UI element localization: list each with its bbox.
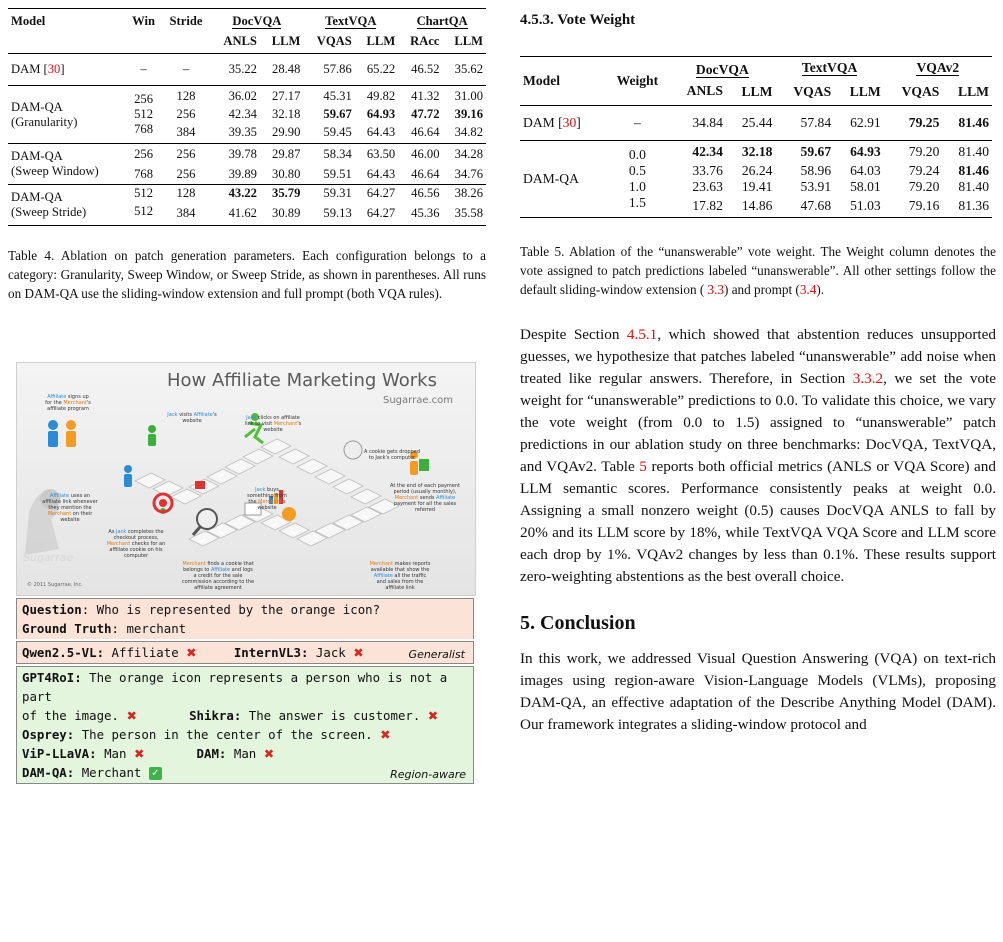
t5-caption-ref-2[interactable]: 3.4 — [799, 282, 817, 297]
t4-g3-r1-v1: 30.89 — [272, 206, 301, 221]
t5-head-vqas: VQAS — [793, 83, 832, 99]
t4-head-llm: LLM — [271, 33, 301, 48]
note-1d: 's affiliate program — [47, 400, 91, 412]
t5-r1-v4: 79.24 — [908, 163, 940, 178]
damqa-answer: Merchant — [81, 765, 142, 780]
wrong-x-icon: ✖ — [353, 645, 364, 660]
gt-text: merchant — [126, 621, 187, 636]
t5-r2-v1: 19.41 — [741, 179, 773, 194]
t5-row-dam — [520, 106, 992, 141]
wrong-x-icon: ✖ — [186, 645, 197, 660]
gt-label: Ground Truth — [22, 621, 112, 636]
generalist-box — [16, 641, 474, 664]
t4-row-g2-r0 — [8, 144, 486, 165]
question-line: Question: Who is represented by the orange icon? — [22, 602, 381, 617]
para-ref-2[interactable]: 3.3.2 — [852, 370, 884, 387]
t5-head-weight: Weight — [616, 73, 659, 88]
t4-dam-ref[interactable]: 30 — [47, 62, 61, 76]
t4-dam-v3: 65.22 — [366, 62, 396, 76]
note-3b: clicks on affiliate link to visit — [244, 415, 300, 427]
t5-r0-v0: 42.34 — [692, 144, 723, 159]
t5-head-vqas2: VQAS — [901, 83, 940, 99]
note-8c: completes the checkout process, — [113, 529, 164, 541]
note-6a: Jack — [255, 487, 266, 493]
t4-row-g3-r0 — [8, 185, 486, 203]
para-ref-1[interactable]: 4.5.1 — [626, 326, 658, 343]
note-9 — [181, 561, 255, 591]
note-3 — [241, 415, 305, 433]
damqa-model: DAM-QA: — [22, 765, 75, 780]
t4-dam-win: – — [140, 62, 147, 76]
gen-model-0: Qwen2.5-VL: — [22, 645, 105, 660]
t4-head-textvqa — [303, 9, 398, 30]
note-5a: Affiliate — [49, 493, 70, 499]
gpt4roi-line — [22, 668, 468, 706]
t4-g1-r1-v3: 64.93 — [366, 107, 396, 121]
gen-answer-1: Jack — [315, 645, 346, 660]
note-10c: Affiliate — [373, 573, 393, 579]
t4-g1-tag: (Granularity) — [11, 114, 78, 129]
t4-g3-r1-v2: 59.13 — [323, 206, 352, 221]
t4-g1-r1-win: 512 — [134, 107, 153, 121]
t5-row-0 — [520, 141, 992, 164]
t4-g1-r0-v2: 45.31 — [323, 89, 352, 103]
t4-g3-r0-v0: 43.22 — [228, 186, 257, 201]
t5-dam-v0: 34.84 — [692, 115, 723, 130]
t5-r1-v3: 64.03 — [850, 163, 881, 178]
note-7a: At the end of each payment period (usually monthly), — [389, 483, 460, 495]
note-1 — [43, 394, 93, 412]
t4-g2-name: DAM-QA — [11, 149, 63, 163]
t4-g3-r1-v5: 35.58 — [454, 206, 483, 221]
para-ref-3[interactable]: 5 — [639, 458, 647, 475]
t5-dam-v4: 79.25 — [908, 115, 940, 130]
note-2c: Affiliate — [193, 412, 213, 418]
t5-r1-v0: 33.76 — [692, 163, 723, 178]
t5-r2-v0: 23.63 — [692, 179, 723, 194]
wrong-x-icon: ✖ — [126, 708, 137, 723]
note-9a: Merchant — [182, 561, 206, 567]
infographic-title: How Affiliate Marketing Works — [167, 370, 437, 391]
note-2b: visits — [177, 412, 192, 418]
t5-head-vqav2-text: VQAv2 — [916, 59, 960, 75]
t5-r3-v4: 79.16 — [908, 198, 940, 213]
t5-r1-v2: 58.96 — [800, 163, 832, 178]
note-7e: payment for all the sales referred — [393, 501, 457, 513]
t4-head-chartqa-text: ChartQA — [416, 14, 468, 28]
infographic-site: Sugarrae.com — [383, 395, 454, 406]
t5-head-llm3: LLM — [958, 83, 989, 99]
t4-dam-v4: 46.52 — [411, 62, 440, 76]
t5-r1-weight: 0.5 — [628, 163, 646, 178]
t4-g1-r2-v0: 39.35 — [228, 125, 257, 139]
t5-r0-v3: 64.93 — [850, 144, 881, 159]
note-2 — [167, 412, 217, 424]
affiliate-person-icon — [48, 420, 76, 447]
t5-dam-name-text: DAM — [523, 115, 555, 130]
para-4: reports both official metrics (ANLS or VQA Score) and LLM semantic scores. Performance consistently peaks at weight 0.0. Assigning a small nonzero weight (0.5) causes DocVQA ANLS to fall by 20% and its LLM score by 18%, while TextVQA VQA Score and LLM score each drop by 1%. VQAv2 changes by less than 0.1%. These results support zero-weighting abstentions as the best overall choice. — [520, 458, 996, 585]
t4-g2-r0-v2: 58.34 — [323, 146, 352, 161]
generalist-tag: Generalist — [408, 648, 465, 661]
t4-row-g1-r0 — [8, 86, 486, 108]
t5-r0-v4: 79.20 — [908, 144, 940, 159]
t4-g2-r1-win: 768 — [134, 166, 153, 181]
t4-dam-name-text: DAM — [11, 62, 41, 76]
note-6d: 's website — [257, 499, 286, 511]
t5-head-docvqa — [669, 57, 775, 79]
t4-g2-r0-v0: 39.78 — [228, 146, 257, 161]
left-column — [8, 6, 486, 303]
t4-dam-name: DAM [30] — [11, 62, 65, 76]
t4-g3-tag: (Sweep Stride) — [11, 205, 87, 219]
t4-g1-r0-stride: 128 — [176, 89, 196, 103]
t4-g3-r1-stride: 384 — [176, 206, 196, 221]
table-5-caption — [520, 242, 996, 299]
shikra-answer: The answer is customer. — [248, 708, 421, 723]
table-4 — [8, 8, 486, 226]
gpt4roi-answer-2: of the image. — [22, 708, 119, 723]
t4-g3-r0-v2: 59.31 — [323, 186, 352, 201]
t5-r1-v1: 26.24 — [741, 163, 773, 178]
question-text: Who is represented by the orange icon? — [96, 602, 381, 617]
vip-answer: Man — [104, 746, 127, 761]
t4-g2-r0-stride: 256 — [176, 146, 196, 161]
t4-g3-r0-v3: 64.27 — [366, 186, 396, 201]
note-6 — [245, 487, 289, 511]
t5-r3-v0: 17.82 — [692, 198, 723, 213]
t4-g1-r0-v1: 27.17 — [272, 89, 301, 103]
vote-weight-paragraph — [520, 324, 996, 588]
t4-head-model: Model — [11, 14, 46, 28]
t5-dam-v3: 62.91 — [850, 115, 881, 130]
t5-head-textvqa-text: TextVQA — [801, 59, 858, 75]
t4-g1-r2-v5: 34.82 — [454, 125, 483, 139]
t4-g2-tag: (Sweep Window) — [11, 164, 99, 178]
t4-g1-r1-v1: 32.18 — [272, 107, 301, 121]
note-10d: all the traffic and sales from the affiliate link — [376, 573, 427, 591]
wrong-x-icon: ✖ — [380, 727, 391, 742]
t5-r2-weight: 1.0 — [628, 179, 646, 194]
note-5 — [41, 493, 99, 523]
t5-head-textvqa — [775, 57, 883, 79]
t5-r2-v4: 79.20 — [908, 179, 940, 194]
t4-g1-r0-v0: 36.02 — [228, 89, 257, 103]
t4-g2-r0-v1: 29.87 — [272, 146, 301, 161]
t5-r0-weight: 0.0 — [628, 147, 646, 162]
t4-head-llm3: LLM — [454, 33, 483, 48]
osprey-answer: The person in the center of the screen. — [81, 727, 373, 742]
t5-group-name: DAM-QA — [523, 171, 579, 186]
t5-caption-ref-1[interactable]: 3.3 — [707, 282, 725, 297]
vip-dam-line — [22, 744, 468, 763]
gpt4roi-answer: The orange icon represents a person who is not a part — [22, 670, 448, 704]
t5-r3-v5: 81.36 — [958, 198, 989, 213]
t5-r2-v2: 53.91 — [800, 179, 832, 194]
note-9d: and logs a credit for the sale commission according to the affiliate agreement — [181, 567, 255, 591]
t5-caption-a: Table 5. Ablation of the “unanswerable” vote weight. The Weight column denotes the vote assigned to patch predictions labeled “unanswerable”. All other settings follow the default sliding-window extension ( — [520, 244, 996, 297]
table-4-caption: Table 4. Ablation on patch generation parameters. Each configuration belongs to a category: Granularity, Sweep Window, or Sweep Stride, as shown in parentheses. All runs on DAM-QA use the sliding-window extension and full prompt (both VQA rules). — [8, 248, 486, 301]
t4-g2-r1-v2: 59.51 — [323, 166, 352, 181]
dam-answer: Man — [233, 746, 257, 761]
t5-dam-v5: 81.46 — [958, 115, 989, 130]
gpt4roi-model: GPT4RoI: — [22, 670, 82, 685]
t5-r2-v5: 81.40 — [958, 179, 989, 194]
t4-g3-r0-win: 512 — [134, 186, 153, 201]
t4-dam-v5: 35.62 — [454, 62, 483, 76]
t4-g1-r1-v2: 59.67 — [323, 107, 352, 121]
t4-g1-r2-v1: 29.90 — [272, 125, 301, 139]
note-2d: 's website — [182, 412, 217, 424]
t4-head-chartqa — [398, 9, 486, 30]
t5-head-llm2: LLM — [849, 83, 881, 99]
t5-head-llm: LLM — [741, 83, 773, 99]
conclusion-heading: 5. Conclusion — [520, 612, 636, 634]
t4-g3-r1-v3: 64.27 — [366, 206, 396, 221]
wrong-x-icon: ✖ — [263, 746, 275, 761]
t4-g3-r0-v1: 35.79 — [272, 186, 301, 201]
t5-r3-v2: 47.68 — [800, 198, 832, 213]
t5-r0-v5: 81.40 — [958, 144, 989, 159]
note-5c: Merchant — [47, 511, 72, 517]
t4-g1-r1-v0: 42.34 — [228, 107, 257, 121]
t5-head-model: Model — [523, 73, 560, 88]
t4-g1-r2-win: 768 — [134, 122, 153, 136]
t4-g2-r0-v3: 63.50 — [366, 146, 396, 161]
t5-head-anls: ANLS — [686, 83, 723, 98]
t4-head-racc: RAcc — [410, 33, 440, 48]
t5-caption-c: ). — [816, 282, 825, 297]
infographic-watermark: Sugarrae — [23, 551, 74, 564]
note-1a: Affiliate — [47, 394, 67, 400]
t4-head-llm2: LLM — [366, 33, 396, 48]
t5-r3-v1: 14.86 — [741, 198, 773, 213]
t4-g2-r0-win: 256 — [134, 146, 153, 161]
wrong-x-icon: ✖ — [427, 708, 439, 723]
figure-affiliate-qa — [16, 362, 474, 784]
t4-g2-r1-v3: 64.43 — [366, 166, 396, 181]
note-8d: Merchant — [106, 541, 131, 547]
dam-model: DAM: — [196, 746, 227, 761]
infographic-copyright: © 2011 Sugarrae, Inc. — [27, 582, 83, 588]
note-3d: 's website — [263, 421, 302, 433]
vote-weight-heading: 4.5.3. Vote Weight — [520, 12, 636, 28]
question-label: Question — [22, 602, 82, 617]
note-10b: makes reports available that show the — [370, 561, 431, 573]
note-7d: Affiliate — [436, 495, 456, 501]
t4-g2-r1-stride: 256 — [176, 166, 196, 181]
t4-g1-r2-stride: 384 — [176, 125, 196, 139]
t4-g2-r1-v1: 30.80 — [272, 166, 301, 181]
t4-g1-r0-v4: 41.32 — [411, 89, 440, 103]
t5-r0-v1: 32.18 — [741, 144, 773, 159]
t4-g3-label — [8, 185, 125, 226]
t4-g2-label — [8, 144, 125, 185]
table-5 — [520, 56, 992, 218]
t4-dam-v2: 57.86 — [323, 62, 352, 76]
t5-dam-v2: 57.84 — [800, 115, 832, 130]
note-7c: sends — [418, 495, 437, 501]
t4-head-docvqa-text: DocVQA — [232, 14, 282, 28]
t4-g1-label — [8, 86, 125, 144]
note-7b: Merchant — [394, 495, 419, 501]
t4-g2-r0-v4: 46.00 — [411, 146, 440, 161]
t4-head-anls: ANLS — [223, 34, 257, 48]
t4-dam-stride: – — [182, 62, 190, 76]
gen-answer-0: Affiliate — [111, 645, 179, 660]
t4-g1-r1-v5: 39.16 — [454, 107, 483, 121]
gt-line: Ground Truth: merchant — [22, 621, 187, 636]
t5-r0-v2: 59.67 — [800, 144, 832, 159]
note-7 — [389, 483, 461, 513]
t4-g1-r0-win: 256 — [134, 92, 153, 106]
t4-g1-r2-v2: 59.45 — [323, 125, 352, 139]
t4-dam-v0: 35.22 — [228, 62, 257, 76]
t4-g2-r1-v5: 34.76 — [454, 166, 483, 181]
wrong-x-icon: ✖ — [133, 746, 145, 761]
t5-dam-ref[interactable]: 30 — [562, 115, 577, 130]
t4-g1-r2-v4: 46.64 — [411, 125, 440, 139]
note-9c: Affiliate — [210, 567, 231, 573]
t5-r3-v3: 51.03 — [850, 198, 881, 213]
t4-g2-r1-v4: 46.64 — [411, 166, 440, 181]
note-9b: finds a cookie that belongs to — [183, 561, 254, 573]
note-2a: Jack — [167, 412, 178, 418]
note-5b: uses an affiliate link whenever they mention the — [42, 493, 98, 511]
note-8 — [105, 529, 167, 559]
t5-caption-b: ) and prompt ( — [724, 282, 800, 297]
para-2: , which showed that abstention reduces unsupported guesses, we hypothesize that patches labeled “unanswerable” add noise when treated like regular answers. Therefore, in Section — [520, 326, 996, 387]
right-column — [520, 6, 996, 736]
note-10 — [369, 561, 431, 591]
note-1c: Merchant — [63, 400, 87, 406]
conclusion-text: In this work, we addressed Visual Question Answering (VQA) on text-rich images using region-aware Vision-Language Models (VLMs), proposing DAM-QA, an effective adaptation of the Describe Anything Model (DAM). Our framework integrates a sliding-window protocol and — [520, 650, 996, 733]
note-10a: Merchant — [369, 561, 394, 567]
t5-head-docvqa-text: DocVQA — [695, 62, 749, 77]
para-1: Despite Section — [520, 326, 627, 343]
t5-head-vqav2 — [884, 57, 992, 79]
note-8e: checks for an affiliate cookie on his computer — [109, 541, 166, 559]
t5-r2-v3: 58.01 — [850, 179, 881, 194]
osprey-model: Osprey: — [22, 727, 75, 742]
t4-head-textvqa-text: TextVQA — [325, 14, 377, 28]
t5-r3-weight: 1.5 — [628, 195, 646, 210]
t4-g1-r0-v5: 31.00 — [454, 89, 483, 103]
correct-check-icon: ✓ — [149, 767, 162, 780]
region-aware-box — [16, 666, 474, 784]
vip-model: ViP-LLaVA: — [22, 746, 97, 761]
note-5d: on their website — [60, 511, 93, 523]
note-3c: Merchant — [273, 421, 298, 427]
gpt4roi-shikra-line — [22, 706, 468, 725]
damqa-line — [22, 763, 468, 782]
note-3a: Jack — [246, 415, 257, 421]
gen-model-1: InternVL3: — [233, 645, 309, 660]
t4-g3-r0-v5: 38.26 — [454, 186, 483, 201]
region-aware-tag: Region-aware — [390, 768, 466, 781]
note-6c: Merchant — [258, 499, 282, 505]
t4-g3-r1-v0: 41.62 — [228, 206, 257, 221]
t4-g2-r0-v5: 34.28 — [454, 146, 483, 161]
shikra-model: Shikra: — [189, 708, 242, 723]
t4-g1-r1-v4: 47.72 — [411, 107, 440, 121]
t4-g1-r0-v3: 49.82 — [366, 89, 396, 103]
t5-dam-weight: – — [633, 115, 641, 130]
note-1b: signs up for the — [45, 394, 89, 406]
affiliate-infographic — [16, 362, 476, 596]
t4-g2-r1-v0: 39.89 — [228, 166, 257, 181]
note-6b: buys something from the — [247, 487, 287, 505]
note-4: A cookie gets dropped to Jack's computer — [363, 449, 420, 461]
t4-g3-r1-v4: 45.36 — [411, 206, 440, 221]
question-box — [16, 598, 474, 639]
t4-head-docvqa — [210, 9, 303, 30]
t4-g1-r2-v3: 64.43 — [366, 125, 396, 139]
t4-g3-r1-win: 512 — [134, 203, 153, 218]
t5-dam-v1: 25.44 — [741, 115, 773, 130]
osprey-line — [22, 725, 468, 744]
t4-g1-name: DAM-QA — [11, 99, 63, 114]
t4-head-win: Win — [132, 14, 155, 28]
t4-head-stride: Stride — [169, 14, 203, 28]
t4-g3-r0-v4: 46.56 — [411, 186, 440, 201]
t5-dam-name: DAM [30] — [523, 115, 581, 130]
t4-row-dam — [8, 54, 486, 86]
t4-head-vqas: VQAS — [316, 33, 352, 48]
t4-g1-r1-stride: 256 — [176, 107, 196, 121]
t4-g3-r0-stride: 128 — [176, 186, 196, 201]
t4-dam-v1: 28.48 — [272, 62, 301, 76]
para-3: , we set the vote weight for “unanswerable” predictions to 0.0. To validate this choice, we vary the vote weight (from 0.0 to 1.5) assigned to “unanswerable” patch predictions in our ablation study on three benchmarks: DocVQA, TextVQA, and VQAv2. Table — [520, 370, 996, 475]
note-8a: As — [108, 529, 117, 535]
t5-r1-v5: 81.46 — [958, 163, 989, 178]
t4-g3-name: DAM-QA — [11, 190, 63, 204]
note-8b: Jack — [116, 529, 127, 535]
